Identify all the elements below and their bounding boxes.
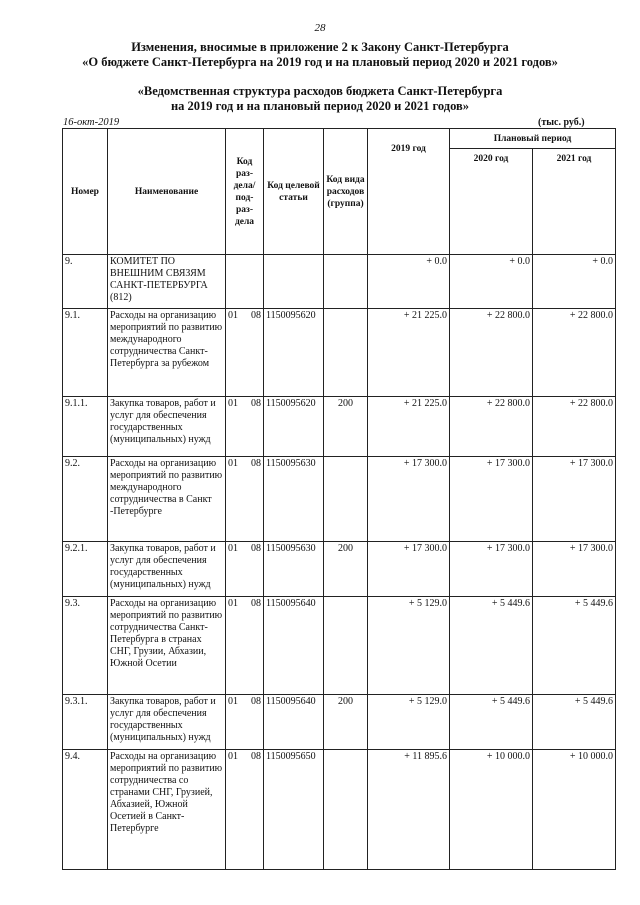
units-label: (тыс. руб.) <box>538 117 585 128</box>
row-section-code <box>226 397 264 457</box>
table-row <box>63 695 616 750</box>
col-header-kind: Код вида расходов (группа) <box>324 129 368 255</box>
table-row <box>63 255 616 309</box>
row-subsection: 08 <box>251 398 261 409</box>
row-section: 01 <box>228 458 238 469</box>
row-number: 9.2. <box>63 457 108 542</box>
header-line-2: «О бюджете Санкт-Петербурга на 2019 год и на плановый период 2020 и 2021 годов» <box>82 55 558 69</box>
row-name: Закупка товаров, работ и услуг для обеспечения государственных (муниципальных) нужд <box>108 397 226 457</box>
row-section: 01 <box>228 751 238 762</box>
row-target-code: 1150095650 <box>264 750 324 870</box>
row-name: Расходы на организацию мероприятий по развитию сотрудничества со странами СНГ, Грузией, Абхазией, Южной Осетией в Санкт-Петербурге <box>108 750 226 870</box>
row-name: Расходы на организацию мероприятий по развитию международного сотрудничества в Санкт -Петербурге <box>108 457 226 542</box>
row-value-2019: + 5 129.0 <box>368 597 450 695</box>
table-row <box>63 457 616 542</box>
row-section-code <box>226 695 264 750</box>
row-kind-code <box>324 597 368 695</box>
col-header-2020: 2020 год <box>450 149 533 255</box>
row-name: Расходы на организацию мероприятий по развитию сотрудничества Санкт-Петербурга в странах СНГ, Грузии, Абхазии, Южной Осетии <box>108 597 226 695</box>
col-header-plan: Плановый период <box>450 129 616 149</box>
row-value-2020: + 5 449.6 <box>450 597 533 695</box>
row-value-2021: + 17 300.0 <box>533 542 616 597</box>
row-section-code <box>226 597 264 695</box>
row-target-code: 1150095620 <box>264 397 324 457</box>
row-number: 9.1. <box>63 309 108 397</box>
row-value-2019: + 21 225.0 <box>368 309 450 397</box>
col-header-target: Код целевой статьи <box>264 129 324 255</box>
row-target-code <box>264 255 324 309</box>
row-value-2021: + 22 800.0 <box>533 309 616 397</box>
row-target-code: 1150095620 <box>264 309 324 397</box>
table-row <box>63 542 616 597</box>
row-value-2019: + 5 129.0 <box>368 695 450 750</box>
row-subsection: 08 <box>251 598 261 609</box>
row-subsection: 08 <box>251 310 261 321</box>
table-row <box>63 397 616 457</box>
header-line-3: «Ведомственная структура расходов бюджета Санкт-Петербурга <box>137 84 503 98</box>
row-section-code <box>226 750 264 870</box>
row-value-2021: + 22 800.0 <box>533 397 616 457</box>
page-number: 28 <box>314 22 326 34</box>
row-value-2020: + 17 300.0 <box>450 542 533 597</box>
row-kind-code: 200 <box>324 695 368 750</box>
row-value-2019: + 17 300.0 <box>368 542 450 597</box>
row-section-code <box>226 542 264 597</box>
row-value-2021: + 17 300.0 <box>533 457 616 542</box>
col-header-name: Наименование <box>108 129 226 255</box>
row-kind-code: 200 <box>324 542 368 597</box>
row-target-code: 1150095630 <box>264 542 324 597</box>
row-name: Закупка товаров, работ и услуг для обеспечения государственных (муниципальных) нужд <box>108 542 226 597</box>
budget-table <box>62 128 616 870</box>
row-target-code: 1150095640 <box>264 597 324 695</box>
row-value-2021: + 0.0 <box>533 255 616 309</box>
row-value-2021: + 5 449.6 <box>533 597 616 695</box>
row-name: Расходы на организацию мероприятий по развитию международного сотрудничества Санкт-Петербурга за рубежом <box>108 309 226 397</box>
table-row <box>63 750 616 870</box>
row-name: КОМИТЕТ ПО ВНЕШНИМ СВЯЗЯМ САНКТ-ПЕТЕРБУРГА (812) <box>108 255 226 309</box>
row-value-2019: + 11 895.6 <box>368 750 450 870</box>
row-subsection: 08 <box>251 751 261 762</box>
row-kind-code: 200 <box>324 397 368 457</box>
row-section: 01 <box>228 598 238 609</box>
row-number: 9.2.1. <box>63 542 108 597</box>
col-header-2019: 2019 год <box>368 129 450 255</box>
row-section-code <box>226 255 264 309</box>
row-subsection: 08 <box>251 543 261 554</box>
row-number: 9. <box>63 255 108 309</box>
col-header-section: Код раз- дела/ под- раз- дела <box>226 129 264 255</box>
row-number: 9.3. <box>63 597 108 695</box>
row-subsection: 08 <box>251 458 261 469</box>
row-section: 01 <box>228 543 238 554</box>
row-number: 9.4. <box>63 750 108 870</box>
row-value-2019: + 21 225.0 <box>368 397 450 457</box>
row-name: Закупка товаров, работ и услуг для обеспечения государственных (муниципальных) нужд <box>108 695 226 750</box>
row-value-2020: + 10 000.0 <box>450 750 533 870</box>
table-row <box>63 597 616 695</box>
row-value-2020: + 17 300.0 <box>450 457 533 542</box>
row-section: 01 <box>228 696 238 707</box>
row-kind-code <box>324 457 368 542</box>
row-value-2019: + 0.0 <box>368 255 450 309</box>
row-kind-code <box>324 255 368 309</box>
row-kind-code <box>324 309 368 397</box>
row-value-2020: + 22 800.0 <box>450 397 533 457</box>
row-section: 01 <box>228 398 238 409</box>
row-value-2020: + 5 449.6 <box>450 695 533 750</box>
document-date: 16-окт-2019 <box>63 117 120 128</box>
row-target-code: 1150095640 <box>264 695 324 750</box>
row-subsection: 08 <box>251 696 261 707</box>
row-value-2020: + 22 800.0 <box>450 309 533 397</box>
row-number: 9.3.1. <box>63 695 108 750</box>
col-header-2021: 2021 год <box>533 149 616 255</box>
header-line-1: Изменения, вносимые в приложение 2 к Закону Санкт-Петербурга <box>131 40 509 54</box>
row-value-2019: + 17 300.0 <box>368 457 450 542</box>
row-kind-code <box>324 750 368 870</box>
table-row <box>63 309 616 397</box>
row-section: 01 <box>228 310 238 321</box>
header-line-4: на 2019 год и на плановый период 2020 и 2021 годов» <box>170 99 470 113</box>
row-section-code <box>226 457 264 542</box>
col-header-number: Номер <box>63 129 108 255</box>
row-value-2020: + 0.0 <box>450 255 533 309</box>
row-target-code: 1150095630 <box>264 457 324 542</box>
row-value-2021: + 10 000.0 <box>533 750 616 870</box>
row-value-2021: + 5 449.6 <box>533 695 616 750</box>
row-number: 9.1.1. <box>63 397 108 457</box>
row-section-code <box>226 309 264 397</box>
